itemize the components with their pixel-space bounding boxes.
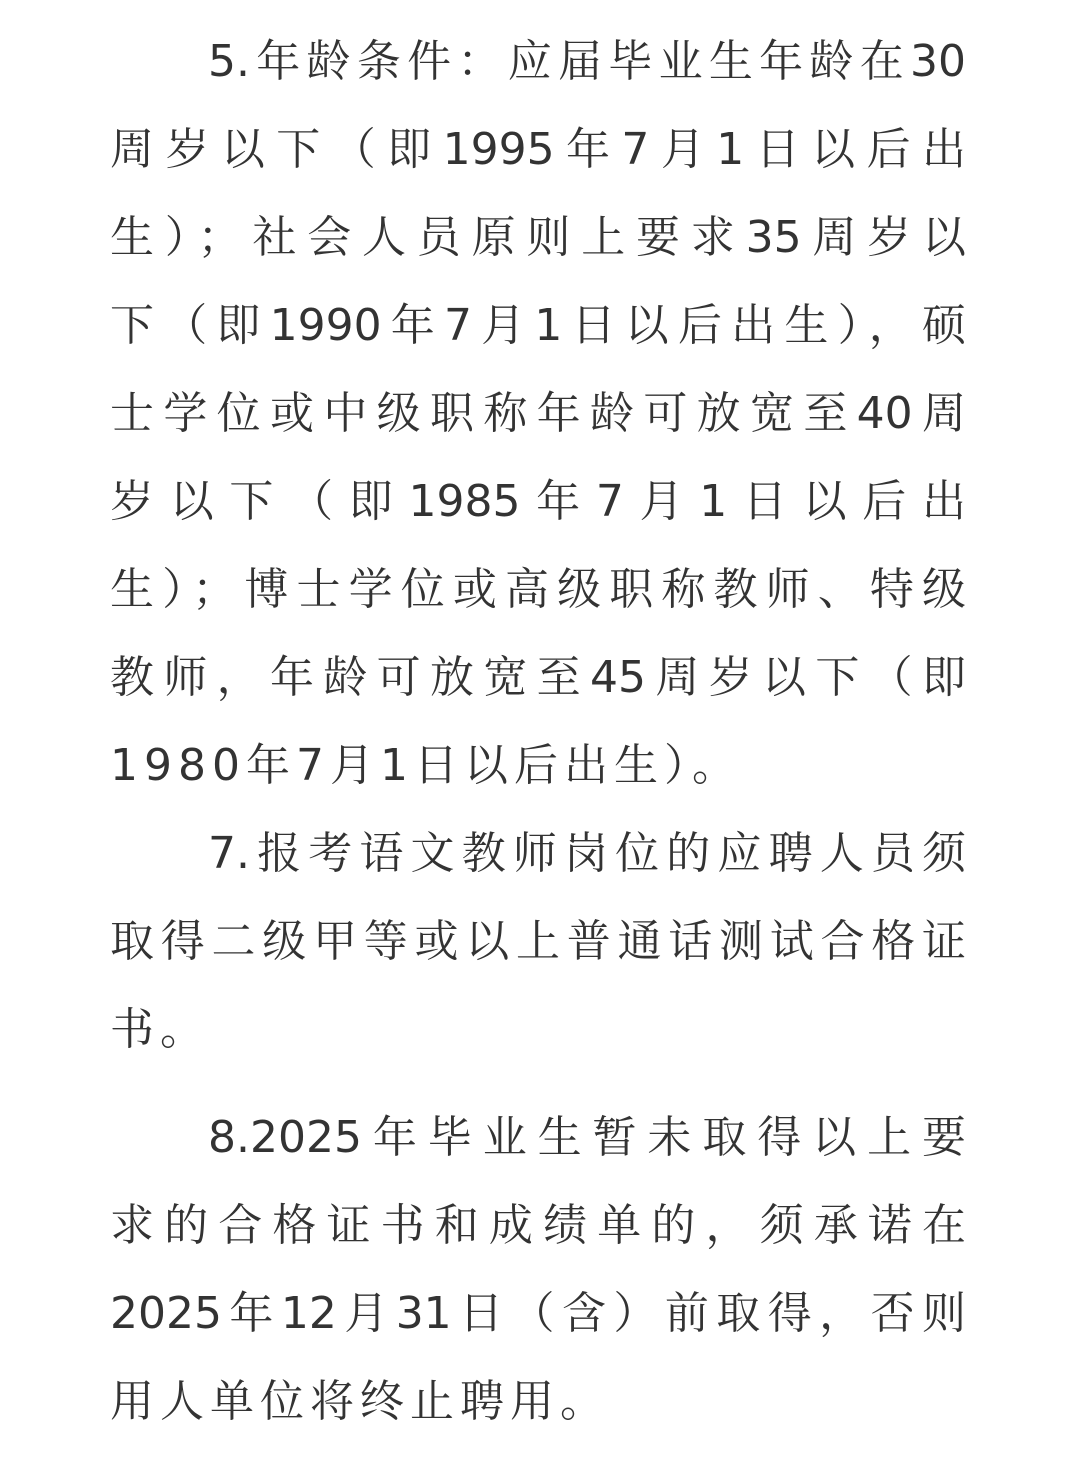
text-line: 岁以下（即1985年7月1日以后出 xyxy=(110,476,966,527)
text-line: 1980年7月1日以后出生）。 xyxy=(110,740,742,791)
paragraph-gap xyxy=(110,1074,966,1094)
text-line: 7.报考语文教师岗位的应聘人员须 xyxy=(208,828,966,879)
text-line: 周岁以下（即1995年7月1日以后出 xyxy=(110,124,966,175)
text-line: 5.年龄条件：应届毕业生年龄在30 xyxy=(208,36,966,87)
text-line: 生）；博士学位或高级职称教师、特级 xyxy=(110,564,966,615)
text-line: 取得二级甲等或以上普通话测试合格证 xyxy=(110,916,966,967)
text-line: 士学位或中级职称年龄可放宽至40周 xyxy=(110,388,966,439)
paragraph-item-8 xyxy=(110,1094,966,1446)
text-line: 教师，年龄可放宽至45周岁以下（即 xyxy=(110,652,966,703)
text-line: 2025年12月31日（含）前取得，否则 xyxy=(110,1288,966,1339)
text-line: 8.2025年毕业生暂未取得以上要 xyxy=(208,1112,966,1163)
text-line: 生）；社会人员原则上要求35周岁以 xyxy=(110,212,966,263)
text-line: 下（即1990年7月1日以后出生），硕 xyxy=(110,300,966,351)
text-line: 求的合格证书和成绩单的，须承诺在 xyxy=(110,1200,966,1251)
paragraph-item-5 xyxy=(110,18,966,810)
text-line: 书。 xyxy=(110,1004,210,1055)
paragraph-item-7 xyxy=(110,810,966,1074)
text-line: 用人单位将终止聘用。 xyxy=(110,1376,610,1427)
document-body xyxy=(110,18,966,1446)
